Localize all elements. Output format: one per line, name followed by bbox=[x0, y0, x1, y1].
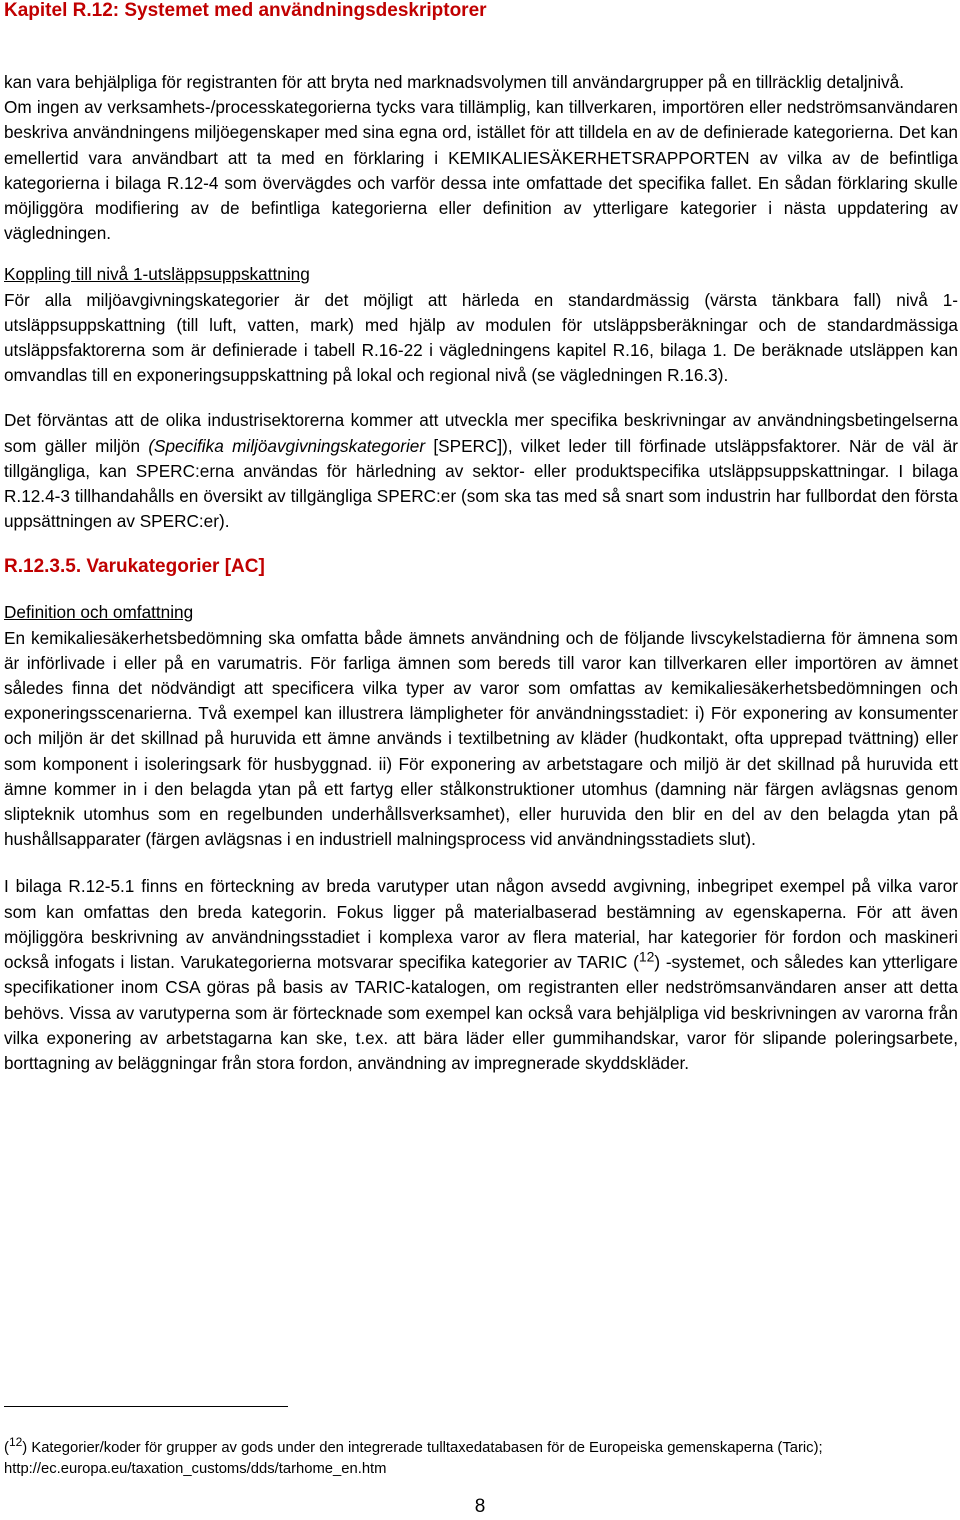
footnote-number: 12 bbox=[8, 1435, 23, 1450]
footnote-open-paren: ( bbox=[4, 1440, 9, 1456]
paragraph-sperc bbox=[4, 408, 958, 534]
paragraph-sperc-part2: [SPERC]), vilket leder till förfinade utsläppsfaktorer. När de väl är tillgängliga, kan SPERC:erna användas för härledning av sektor- eller produktspecifika utsläppsuppskattningar. I bilaga R.12.4-3 tillhandahålls en översikt av tillgängliga SPERC:er (som ska tas med så snart som industrin har fullbordat den första uppsättningen av SPERC:er). bbox=[4, 435, 958, 532]
paragraph-annex-list-part2: ) -systemet, och således kan ytterligare specifikationer inom CSA göras på basis av TARIC-katalogen, om registranten eller nedströmsanvändaren anser att detta behövs. Vissa av varutyperna som är förtecknade som exempel kan också vara behjälpliga vid beskrivningen av varorna från vilka exponering av arbetstagarna kan ske, t.ex. att bära läder eller gummihandskar, varor för slipande poleringsarbete, borttagning av beläggningar från stora fordon, användning av impregnerade skyddskläder. bbox=[4, 952, 958, 1073]
paragraph-market-volume: kan vara behjälpliga för registranten för att bryta ned marknadsvolymen till användargrupper på en tillräcklig detaljnivå. bbox=[4, 72, 904, 92]
footnote bbox=[4, 1435, 958, 1480]
paragraph-sperc-part1: Det förväntas att de olika industrisektorerna kommer att utveckla mer specifika beskrivningar av användningsbetingelserna som gäller miljön bbox=[4, 410, 958, 456]
chapter-header: Kapitel R.12: Systemet med användningsdeskriptorer bbox=[4, 0, 487, 21]
paragraph-annex-list bbox=[4, 874, 958, 1076]
paragraph-chemical-safety-assessment: En kemikaliesäkerhetsbedömning ska omfatta både ämnets användning och de följande livscykelstadierna för ämnena som är införlivade i eller på en varumatris. För farliga ämnen som bereds till varor kan tillverkaren eller importören av ämnet således finna det nödvändigt att specificera vilka typer av varor som omfattas av kemikaliesäkerhetsbedömningen och exponeringsscenarierna. Två exempel kan illustrera lämpligheter för användningsstadiet: i) För exponering av konsumenter och miljön är det skillnad på huruvida ett ämne används i textilbetning av kläder (hudkontakt, ofta upprepad tvättning) eller som komponent i isoleringsark för husbyggnad. ii) För exponering av arbetstagare och miljö är det skillnad på huruvida ett ämne kommer in i den belagda ytan på ett fartyg eller stålkonstruktioner utomhus (damning när färgen avlägsnas genom slipteknik utomhus som en regelbunden underhållsverksamhet), eller huruvida den blir en del av den belagda ytan på hushållsapparater (färgen avlägsnas i en industriell malningsprocess vid användningsstadiets slut). bbox=[4, 627, 958, 850]
paragraph-no-category: Om ingen av verksamhets-/processkategorierna tycks vara tillämplig, kan tillverkaren, importören eller nedströmsanvändaren beskriva användningens miljöegenskaper med sina egna ord, istället för att tilldela en av de definierade kategorierna. Det kan emellertid vara användbart att ta med en förklaring i KEMIKALIESÄKERHETSRAPPORTEN av vilka av de befintliga kategorierna i bilaga R.12-4 som övervägdes och varför dessa inte omfattade det specifika fallet. En sådan förklaring skulle möjliggöra modifiering av de befintliga kategorierna eller definition av ytterligare kategorier i nästa uppdatering av vägledningen. bbox=[4, 97, 958, 244]
paragraph-tier1-estimate: För alla miljöavgivningskategorier är det möjligt att härleda en standardmässig (värsta tänkbara fall) nivå 1-utsläppsuppskattning (till luft, vatten, mark) med hjälp av modulen för utsläppsberäkningar och de standardmässiga utsläppsfaktorerna som är definierade i tabell R.16-22 i vägledningens kapitel R.16, bilaga 1. De beräknade utsläppen kan omvandlas till en exponeringsuppskattning på lokal och regional nivå (se vägledningen R.16.3). bbox=[4, 289, 958, 386]
section-heading-article-categories: R.12.3.5. Varukategorier [AC] bbox=[4, 556, 265, 578]
document-body bbox=[4, 70, 958, 1076]
subheading-tier1-link: Koppling till nivå 1-utsläppsuppskattning bbox=[4, 264, 310, 285]
footnote-text: ) Kategorier/koder för grupper av gods under den integrerade tulltaxedatabasen för de Europeiska gemenskaperna (Taric); http://ec.europa.eu/taxation_customs/dds/tarhome_en.htm bbox=[4, 1440, 823, 1477]
subheading-definition: Definition och omfattning bbox=[4, 602, 194, 623]
paragraph-sperc-italic: (Specifika miljöavgivningskategorier bbox=[148, 435, 426, 456]
footnote-reference: 12 bbox=[638, 948, 655, 965]
page-number: 8 bbox=[474, 1496, 486, 1517]
paragraph-annex-list-part1: I bilaga R.12-5.1 finns en förteckning av breda varutyper utan någon avsedd avgivning, inbegripet exempel på vilka varor som kan omfattas den breda kategorin. Fokus ligger på materialbaserad bestämning av egenskaperna. För att även möjliggöra beskrivning av användningsstadiet i komplexa varor av flera material, har kategorier för fordon och maskineri också infogats i listan. Varukategorierna motsvarar specifika kategorier av TARIC ( bbox=[4, 876, 958, 973]
footnote-divider bbox=[4, 1406, 288, 1407]
